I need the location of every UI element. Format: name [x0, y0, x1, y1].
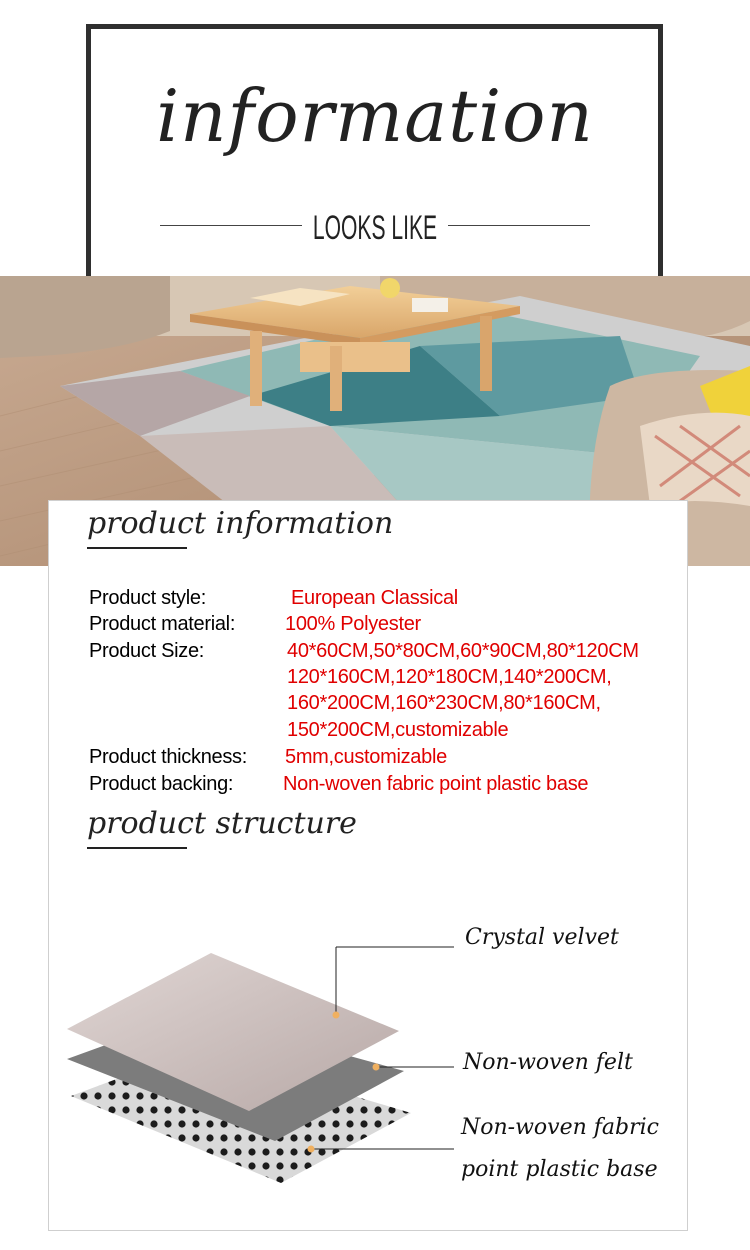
spec-label-size: Product Size: [89, 640, 205, 662]
label-base-line1: Non-woven fabric [461, 1115, 659, 1140]
product-structure-heading: product structure [87, 806, 357, 841]
spec-value-style: European Classical [291, 587, 458, 609]
product-information-heading: product information [87, 506, 394, 541]
spec-value-size-line2: 120*160CM,120*180CM,140*200CM, [287, 666, 612, 688]
heading-underline [87, 547, 187, 549]
info-card [48, 500, 688, 1231]
subtitle: LOOKS LIKE [312, 209, 438, 247]
page-title: information [156, 74, 594, 158]
spec-value-backing: Non-woven fabric point plastic base [283, 773, 589, 795]
spec-value-size-line4: 150*200CM,customizable [287, 719, 509, 741]
leader-dot-base [308, 1146, 315, 1153]
spec-value-thickness: 5mm,customizable [285, 746, 447, 768]
spec-value-size-line1: 40*60CM,50*80CM,60*90CM,80*120CM [287, 640, 639, 662]
leader-dot-felt [373, 1064, 380, 1071]
label-non-woven-felt: Non-woven felt [463, 1050, 633, 1075]
spec-label-thickness: Product thickness: [89, 746, 248, 768]
spec-value-material: 100% Polyester [285, 613, 421, 635]
subtitle-rule-right [448, 225, 590, 226]
spec-label-material: Product material: [89, 613, 236, 635]
subtitle-row [160, 208, 590, 248]
label-base-line2: point plastic base [461, 1157, 658, 1182]
spec-label-style: Product style: [89, 587, 206, 609]
label-crystal-velvet: Crystal velvet [465, 925, 619, 950]
heading-underline-2 [87, 847, 187, 849]
spec-value-size-line3: 160*200CM,160*230CM,80*160CM, [287, 692, 601, 714]
spec-label-backing: Product backing: [89, 773, 234, 795]
leader-dot-velvet [333, 1012, 340, 1019]
